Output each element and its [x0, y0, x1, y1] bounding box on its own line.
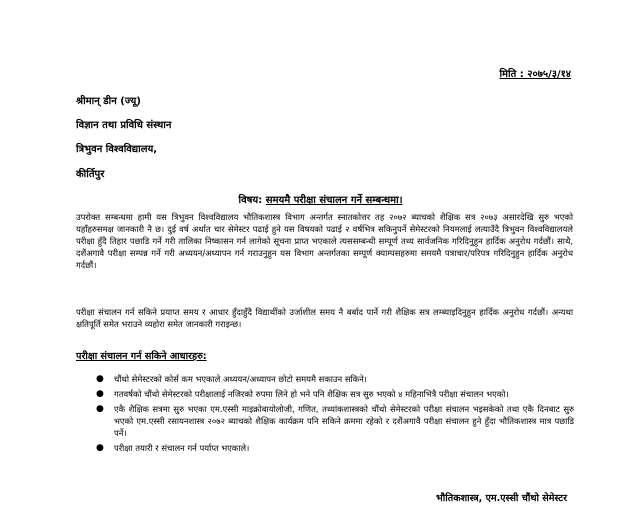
- list-item-text: गतवर्षको चौंथो सेमेस्टरको परीक्षालाई नजिरको रुपमा लिने हो भने पनि शैक्षिक सत्र सुरु भएको ४ महिनाभित्रै परीक्षा संचालन भएको।: [114, 389, 509, 399]
- date-line: मिति : २०७५/३/१४: [499, 69, 571, 80]
- subject-prefix: विषय:: [238, 195, 263, 206]
- body-paragraph-2: परीक्षा संचालन गर्न सकिने प्रयाप्त समय र आधार हुँदाहुँदै विद्यार्थीको उर्जाशील समय नै बर्बाद पार्ने गरी शैक्षिक सत्र लम्ब्याइदिनुहुन हार्दिक अनुरोध गर्दछौं। अन्यथा क्षतिपूर्ति समेत भराउने व्यहोरा समेत जानकारी गराइन्छ।: [76, 307, 573, 329]
- list-item: [96, 403, 574, 439]
- subject-text: समयमै परीक्षा संचालन गर्ने सम्बन्धमा।: [265, 195, 403, 206]
- list-item-text: परीक्षा तयारी र संचालन गर्न पर्याप्त भएकाले।: [114, 443, 250, 453]
- body-paragraph-1: उपरोक्त सम्बन्धमा हामी यस त्रिभुवन विश्वविद्यालय भौतिकशास्त्र विभाग अन्तर्गत स्नातकोत्तर तह २०७२ ब्याचको शैक्षिक सत्र २०७३ असारदेखि सुरु भएको यहाँहरुसमक्ष जानकारी नै छ। दुई वर्ष अर्थात चार सेमेस्टर पढाई हुने यस विषयको पढाई २ वर्षभित्र सकिनुपर्ने सेमेस्टरको नियमलाई लत्याउँदै त्रिभुवन विश्वविद्यालयले परीक्षा हुँदै तिहार पछाडि गर्ने गरी तालिका निष्कासन गर्न लागेको सूचना प्राप्त भएकाले त्यससम्बन्धी सम्पूर्ण तथ्य सार्वजनिक गरिदिनुहुन हार्दिक अनुरोध गर्दछौं। साथै, दशैंअगावै परीक्षा सम्पन्न गर्ने गरी अध्ययन/अध्यापन गर्न गराउनुहुन यस विभाग अन्तर्गतका सम्पूर्ण क्याम्पसहरुमा समयमै पत्राचार/परिपत्र गरिदिनुहुन हार्दिक अनुरोध गर्दछौं।: [76, 212, 573, 270]
- bullet-icon: ●: [96, 374, 104, 384]
- bullet-icon: ●: [96, 404, 104, 414]
- recipient-line-1: श्रीमान् डीन (ज्यू): [76, 96, 141, 107]
- list-item: [96, 442, 574, 454]
- recipient-line-3: त्रिभुवन विश्वविद्यालय,: [76, 144, 158, 155]
- list-item: [96, 388, 574, 400]
- bullet-icon: ●: [96, 389, 104, 399]
- signoff: भौतिकशास्त्र, एम.एस्सी चौंथो सेमेस्टर: [436, 493, 567, 504]
- recipient-line-4: कीर्तिपुर: [76, 169, 105, 180]
- list-item-text: चौंथो सेमेस्टरको कोर्स कम भएकाले अध्ययन/अध्यापन छोटो समयमै सकाउन सकिने।: [114, 374, 367, 384]
- list-item-text: एकै शैक्षिक सत्रमा सुरु भएका एम.एस्सी माइक्रोबायोलोजी, गणित, तथ्यांकशास्त्रको चौंथो सेमेस्टरको परीक्षा संचालन भइसकेको तथा एकै दिनबाट सुरु भएको एम.एस्सी रसायनशास्त्र २०७२ ब्याचको शैक्षिक कार्यक्रम पनि सकिने क्रममा रहेको र दशैंअगावै परीक्षा संचालन हुने हुँदा भौतिकशास्त्र मात्र पछाडि पर्ने।: [114, 404, 574, 438]
- bullet-icon: ●: [96, 443, 104, 453]
- subject-line: [0, 192, 641, 206]
- recipient-line-2: विज्ञान तथा प्रविधि संस्थान: [76, 120, 172, 131]
- grounds-list: [96, 373, 574, 457]
- list-item: [96, 373, 574, 385]
- grounds-heading: परीक्षा संचालन गर्न सकिने आधारहरु:: [76, 351, 207, 362]
